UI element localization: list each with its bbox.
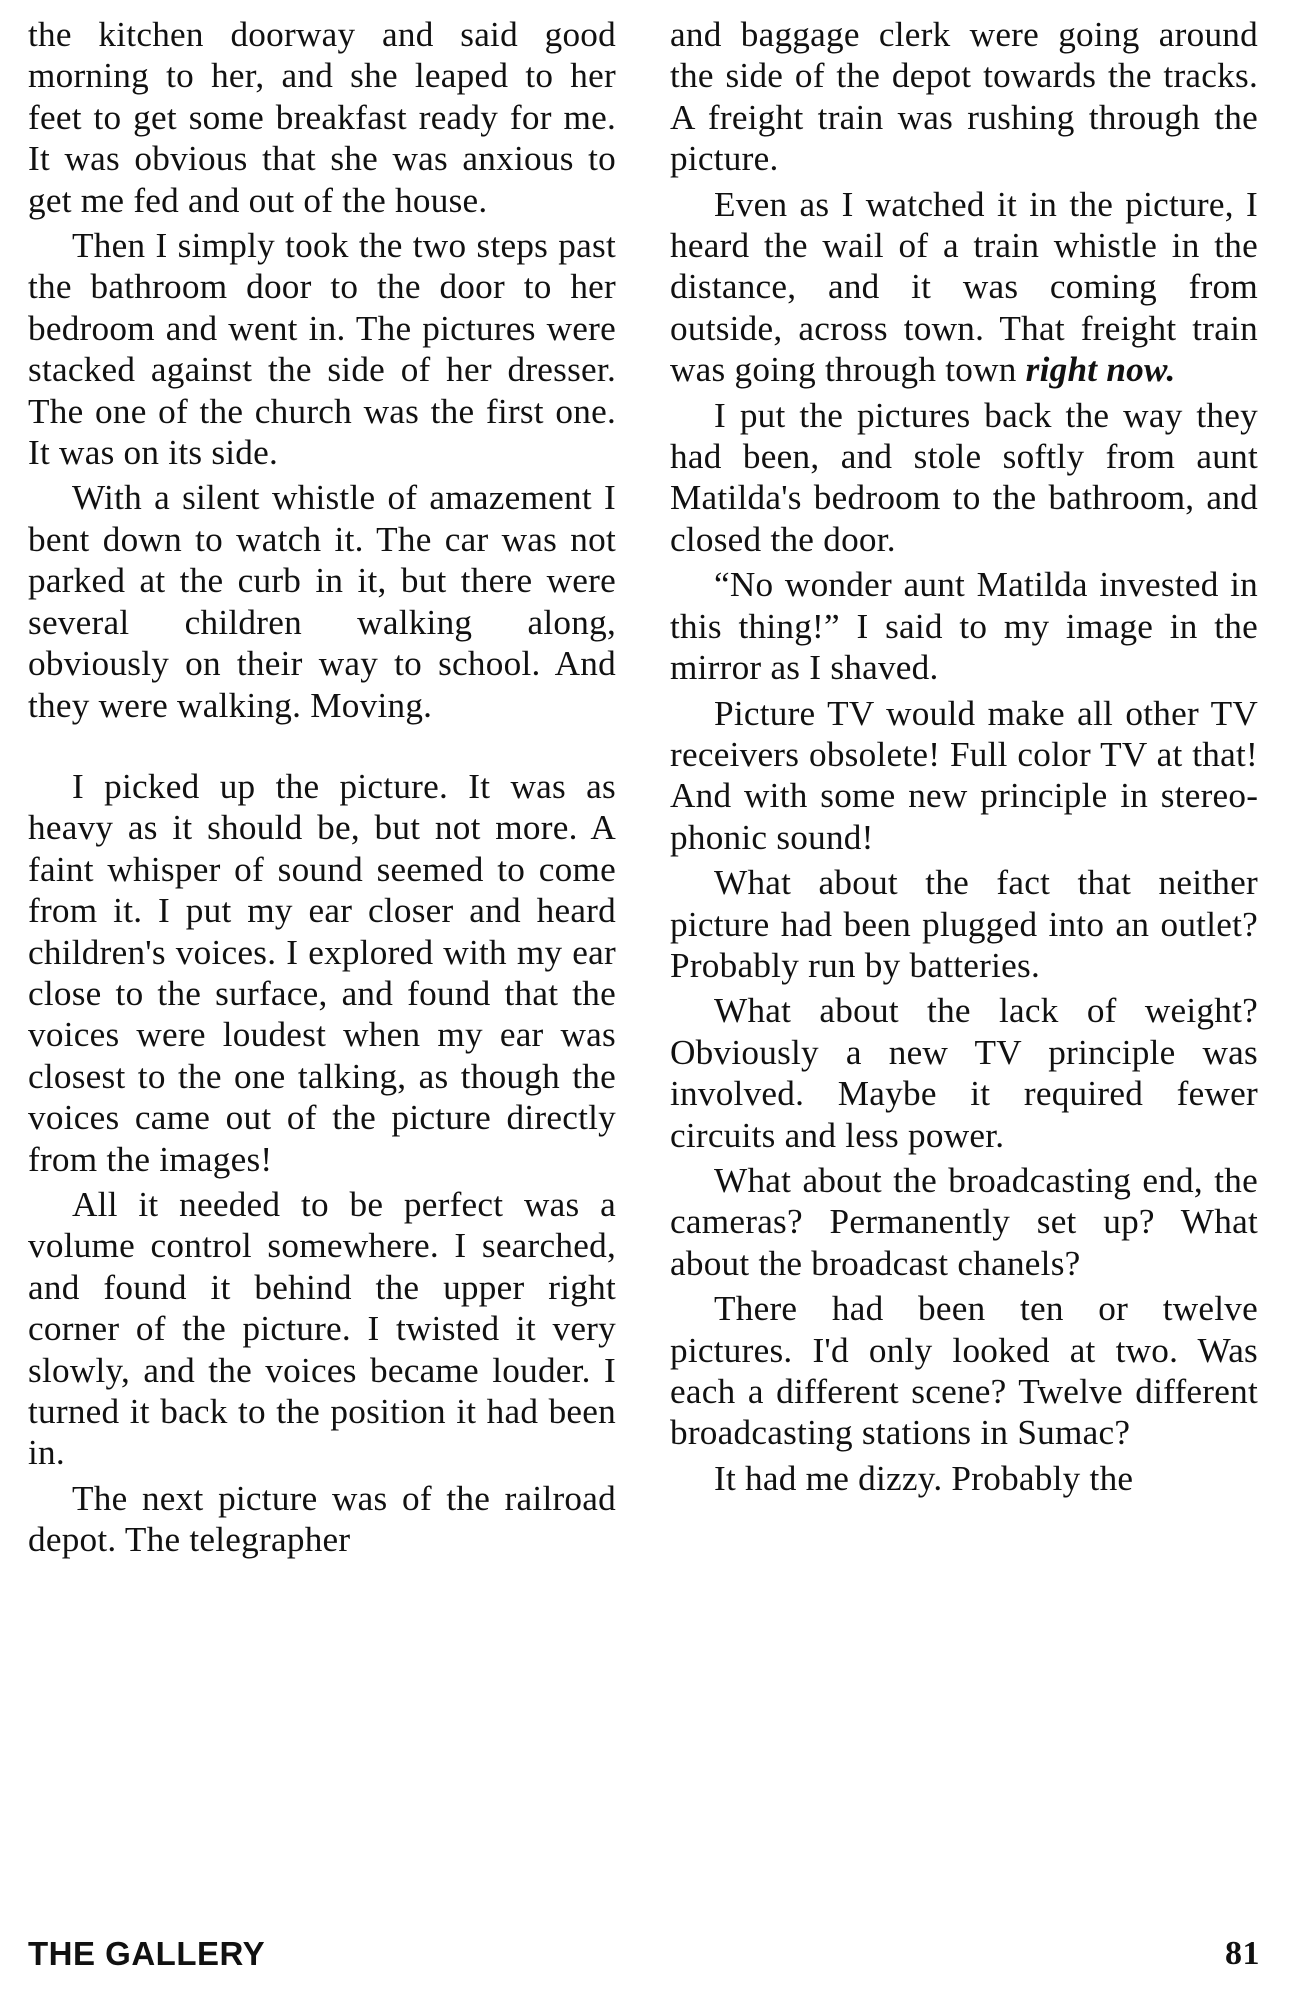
paragraph: All it needed to be perfect was a volume control somewhere. I searched, and found it behind the upper right corner of the picture. I twisted it very slowly, and the voices became louder. I turned it back to the position it had been in. (28, 1184, 616, 1473)
paragraph: It had me dizzy. Probably the (714, 1458, 1134, 1498)
paragraph: There had been ten or twelve pictures. I'd only looked at two. Was each a different scene? Twelve different broadcasting stations in Sumac? (670, 1289, 1258, 1453)
paragraph: What about the broadcasting end, the cameras? Permanently set up? What about the broadcast chanels? (670, 1160, 1258, 1283)
paragraph: The next picture was of the railroad depot. The telegrapher (28, 1478, 616, 1560)
paragraph: I picked up the picture. It was as heavy as it should be, but not more. A faint whisper of sound seemed to come from it. I put my ear closer and heard children's voices. I explored with my ear close to the surface, and found that the voices were loudest when my ear was closest to the one talking, as though the voices came out of the picture directly from the images! (28, 766, 616, 1179)
emphasis: right now. (1025, 350, 1176, 390)
paragraph: I put the pictures back the way they had been, and stole softly from aunt Matilda's bedroom to the bathroom, and closed the door. (670, 395, 1258, 559)
page-footer (28, 1934, 1260, 1974)
paragraph: With a silent whistle of amazement I bent down to watch it. The car was not parked at the curb in it, but there were several children walking along, obviously on their way to school. And they were walking. Moving. (28, 478, 616, 725)
paragraph: and baggage clerk were going around the side of the depot towards the tracks. A freight train was rushing through the picture. (670, 15, 1258, 179)
page-number: 81 (1225, 1935, 1260, 1972)
paragraph: the kitchen doorway and said good morning to her, and she leaped to her feet to get some breakfast ready for me. It was obvious that she was anxious to get me fed and out of the house. (28, 15, 616, 220)
right-column (670, 14, 1258, 1503)
article-page (28, 14, 1260, 1930)
left-column (28, 14, 616, 1565)
paragraph: “No wonder aunt Matilda invested in this thing!” I said to my image in the mirror as I shaved. (670, 565, 1258, 688)
paragraph: Picture TV would make all other TV receivers obsolete! Full color TV at that! And with some new principle in stereophonic sound! (670, 693, 1258, 857)
paragraph: What about the lack of weight? Obviously a new TV principle was involved. Maybe it required fewer circuits and less power. (670, 991, 1258, 1155)
paragraph: Then I simply took the two steps past the bathroom door to the door to her bedroom and went in. The pictures were stacked against the side of her dresser. The one of the church was the first one. It was on its side. (28, 226, 616, 473)
magazine-title: THE GALLERY (28, 1935, 266, 1972)
paragraph: Even as I watched it in the picture, I heard the wail of a train whistle in the distance, and it was coming from outside, across town. That freight train was going through town right now. (670, 184, 1258, 390)
paragraph: What about the fact that neither picture had been plugged into an outlet? Probably run by batteries. (670, 863, 1258, 985)
